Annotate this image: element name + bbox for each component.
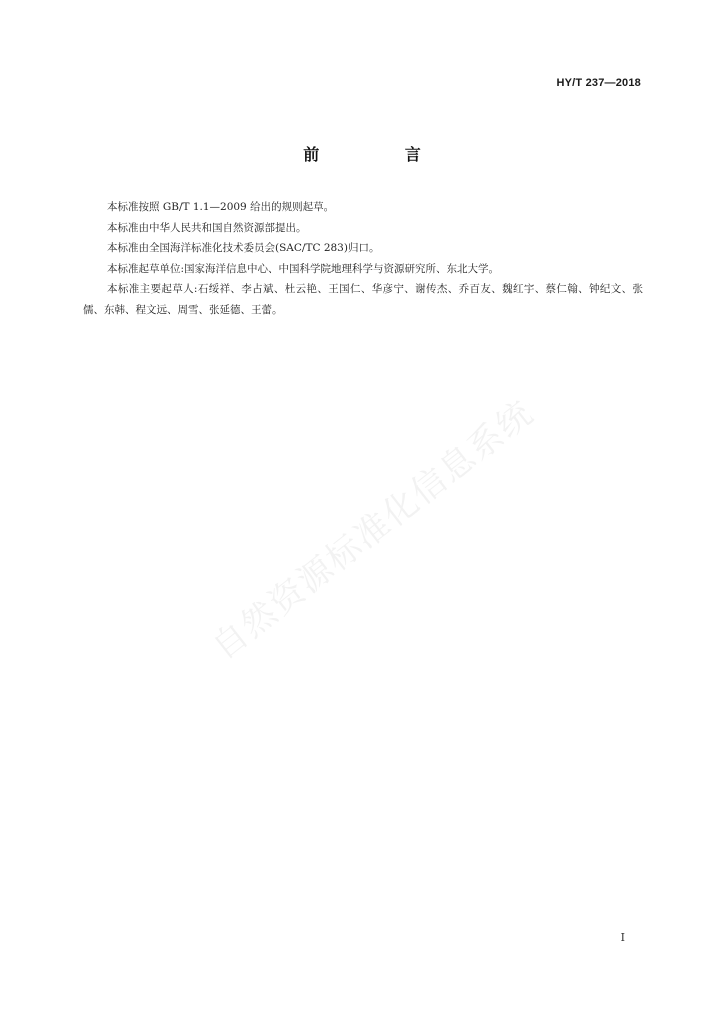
page-number: I [620,931,625,944]
paragraph-technical-committee: 本标准由全国海洋标准化技术委员会(SAC/TC 283)归口。 [107,242,380,254]
standard-code: HY/T 237—2018 [556,77,641,89]
paragraph-drafting-units: 本标准起草单位:国家海洋信息中心、中国科学院地理科学与资源研究所、东北大学。 [107,262,500,275]
paragraph-drafting-rules: 本标准按照 GB/T 1.1—2009 给出的规则起草。 [107,201,335,213]
foreword-body [83,197,643,320]
paragraph-proposer: 本标准由中华人民共和国自然资源部提出。 [107,221,307,234]
paragraph-drafters: 本标准主要起草人:石绥祥、李占斌、杜云艳、王国仁、华彦宁、谢传杰、乔百友、魏红宇、蔡仁翰、钟纪文、张儒、东韩、程文远、周雪、张延德、王蕾。 [83,283,643,316]
watermark: 自然资源标准化信息系统 [204,392,542,668]
section-heading: 前 言 [303,145,461,164]
